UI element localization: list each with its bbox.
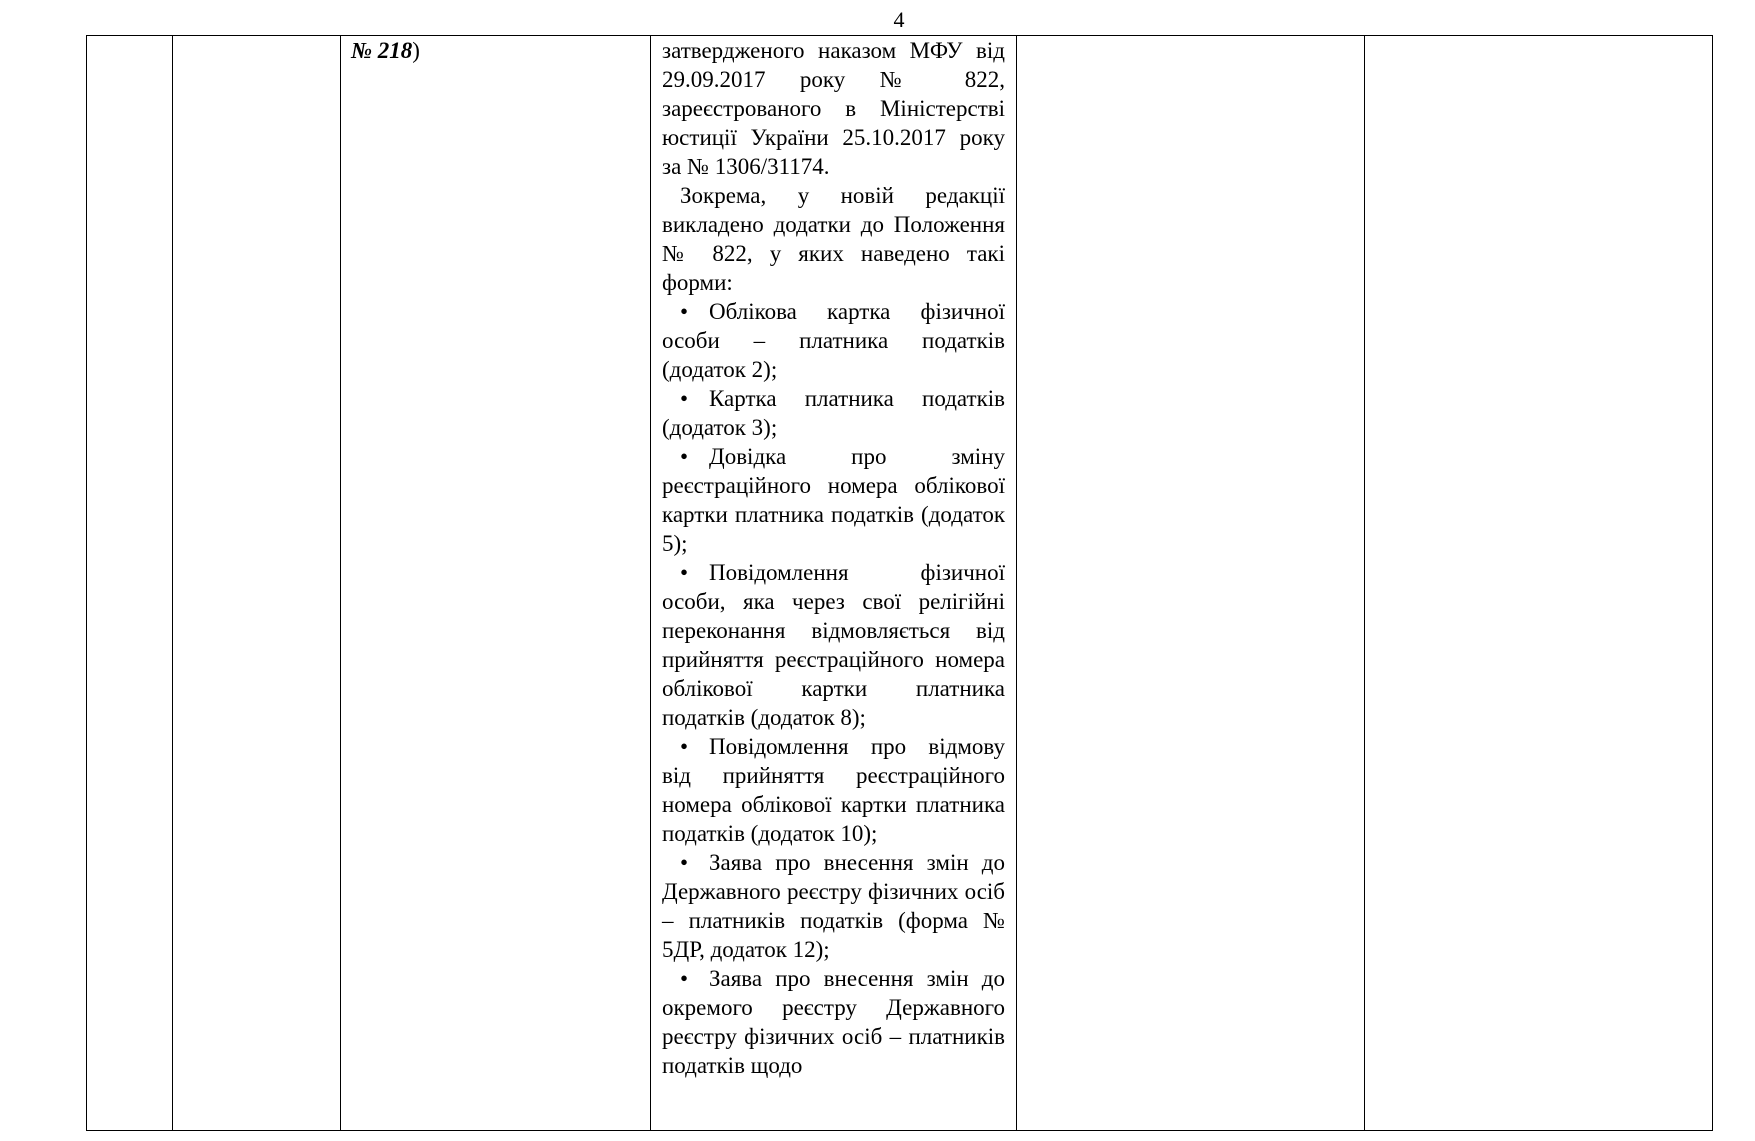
page-number: 4	[893, 7, 905, 32]
bullet-icon: •	[680, 386, 689, 411]
table-cell-col5	[1017, 36, 1365, 1131]
list-item-text: Заява про внесення змін до окремого реєстру Державного реєстру фізичних осіб – платників податків щодо	[662, 966, 1005, 1078]
reference-close: )	[412, 38, 420, 63]
list-item	[662, 964, 1005, 1080]
forms-list	[662, 297, 1005, 1080]
table-cell-col3	[341, 36, 651, 1131]
list-item	[662, 558, 1005, 732]
bullet-icon: •	[680, 560, 689, 585]
document-table	[86, 35, 1713, 1131]
bullet-icon: •	[680, 966, 689, 991]
list-item-text: Довідка про зміну реєстраційного номера облікової картки платника податків (додаток 5);	[662, 444, 1005, 556]
list-item-text: Заява про внесення змін до Державного реєстру фізичних осіб – платників податків (форма № 5ДР, додаток 12);	[662, 850, 1005, 962]
table-row	[87, 36, 1713, 1131]
table-cell-col1	[87, 36, 173, 1131]
list-item	[662, 848, 1005, 964]
bullet-icon: •	[680, 444, 689, 469]
reference-number: № 218	[351, 38, 413, 63]
list-item	[662, 384, 1005, 442]
document-reference	[341, 36, 650, 65]
forms-intro-paragraph: Зокрема, у новій редакції викладено додатки до Положення № 822, у яких наведено такі форми:	[662, 183, 1005, 295]
intro-paragraph: затвердженого наказом МФУ від 29.09.2017 року № 822, зареєстрованого в Міністерстві юстиції України 25.10.2017 року за № 1306/31174.	[662, 38, 1005, 179]
list-item-text: Облікова картка фізичної особи – платника податків (додаток 2);	[662, 299, 1005, 382]
list-item	[662, 442, 1005, 558]
bullet-icon: •	[680, 734, 689, 759]
list-item-text: Повідомлення про відмову від прийняття реєстраційного номера облікової картки платника податків (додаток 10);	[662, 734, 1005, 846]
bullet-icon: •	[680, 850, 689, 875]
list-item	[662, 732, 1005, 848]
list-item-text: Повідомлення фізичної особи, яка через свої релігійні переконання відмовляється від прийняття реєстраційного номера облікової картки платника податків (додаток 8);	[662, 560, 1005, 730]
cell-content	[651, 36, 1016, 1080]
list-item-text: Картка платника податків (додаток 3);	[662, 386, 1005, 440]
table-cell-col4	[651, 36, 1017, 1131]
list-item	[662, 297, 1005, 384]
table-cell-col6	[1365, 36, 1713, 1131]
bullet-icon: •	[680, 299, 689, 324]
table-cell-col2	[173, 36, 341, 1131]
